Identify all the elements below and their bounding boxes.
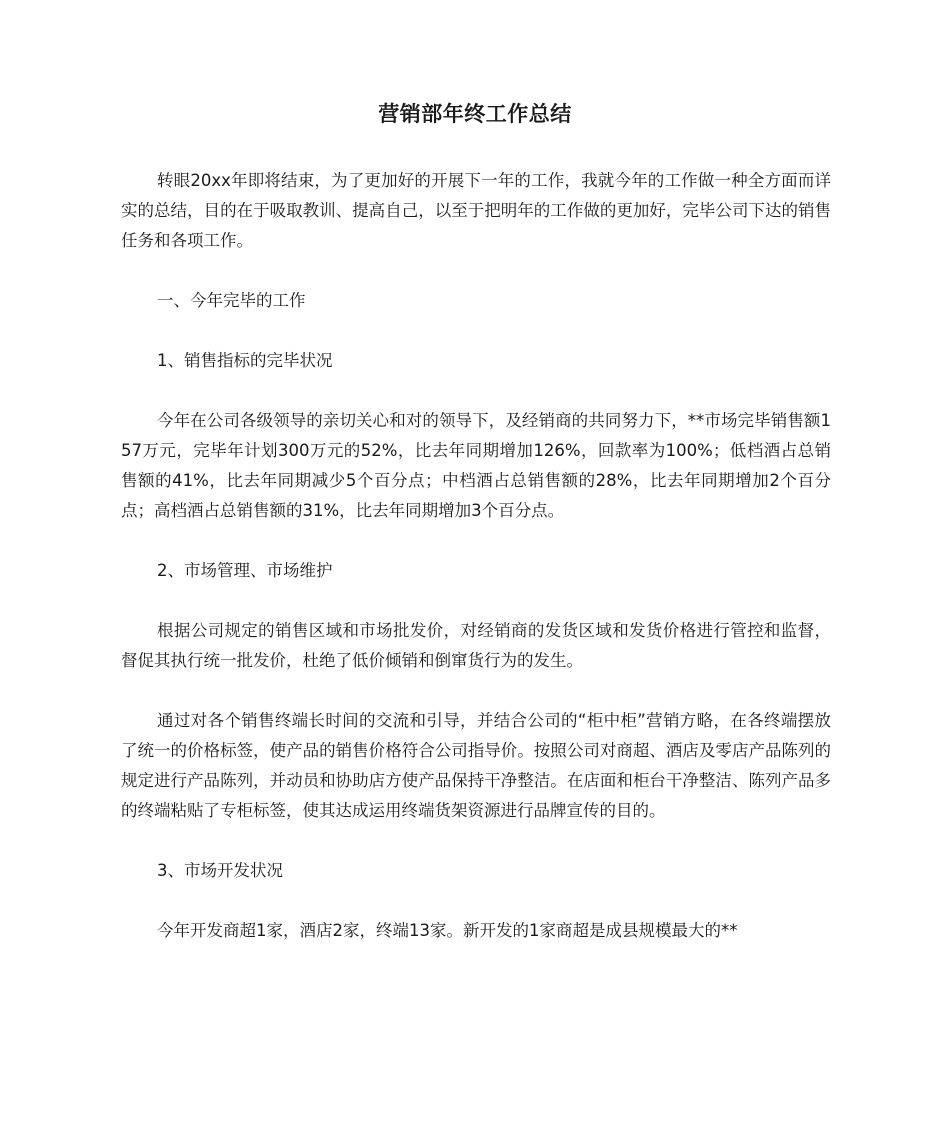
section-heading-1: 一、今年完毕的工作 <box>157 291 306 310</box>
sales-paragraph: 今年在公司各级领导的亲切关心和对的领导下，及经销商的共同努力下，**市场完毕销售额157万元，完毕年计划300万元的52%，比去年同期增加126%，回款率为100%；低档酒占总销售额的41%，比去年同期减少5个百分点；中档酒占总销售额的28%，比去年同期增加2个百分点；高档酒占总销售额的31%，比去年同期增加3个百分点。 <box>121 411 831 520</box>
market-development-paragraph: 今年开发商超1家，酒店2家，终端13家。新开发的1家商超是成县规模最大的** <box>157 921 738 940</box>
terminal-display-paragraph: 通过对各个销售终端长时间的交流和引导，并结合公司的“柜中柜”营销方略，在各终端摆放了统一的价格标签，使产品的销售价格符合公司指导价。按照公司对商超、酒店及零店产品陈列的规定进行产品陈列，并动员和协助店方使产品保持干净整洁。在店面和柜台干净整洁、陈列产品多的终端粘贴了专柜标签，使其达成运用终端货架资源进行品牌宣传的目的。 <box>121 711 831 820</box>
subsection-heading-1: 1、销售指标的完毕状况 <box>157 351 333 370</box>
document-body <box>121 166 831 946</box>
subsection-heading-2: 2、市场管理、市场维护 <box>157 561 333 580</box>
intro-paragraph: 转眼20xx年即将结束，为了更加好的开展下一年的工作，我就今年的工作做一种全方面而详实的总结，目的在于吸取教训、提高自己，以至于把明年的工作做的更加好，完毕公司下达的销售任务和各项工作。 <box>121 171 831 250</box>
subsection-heading-3: 3、市场开发状况 <box>157 861 283 880</box>
document-title: 营销部年终工作总结 <box>378 102 572 126</box>
market-management-paragraph: 根据公司规定的销售区域和市场批发价，对经销商的发货区域和发货价格进行管控和监督，督促其执行统一批发价，杜绝了低价倾销和倒窜货行为的发生。 <box>121 621 831 670</box>
